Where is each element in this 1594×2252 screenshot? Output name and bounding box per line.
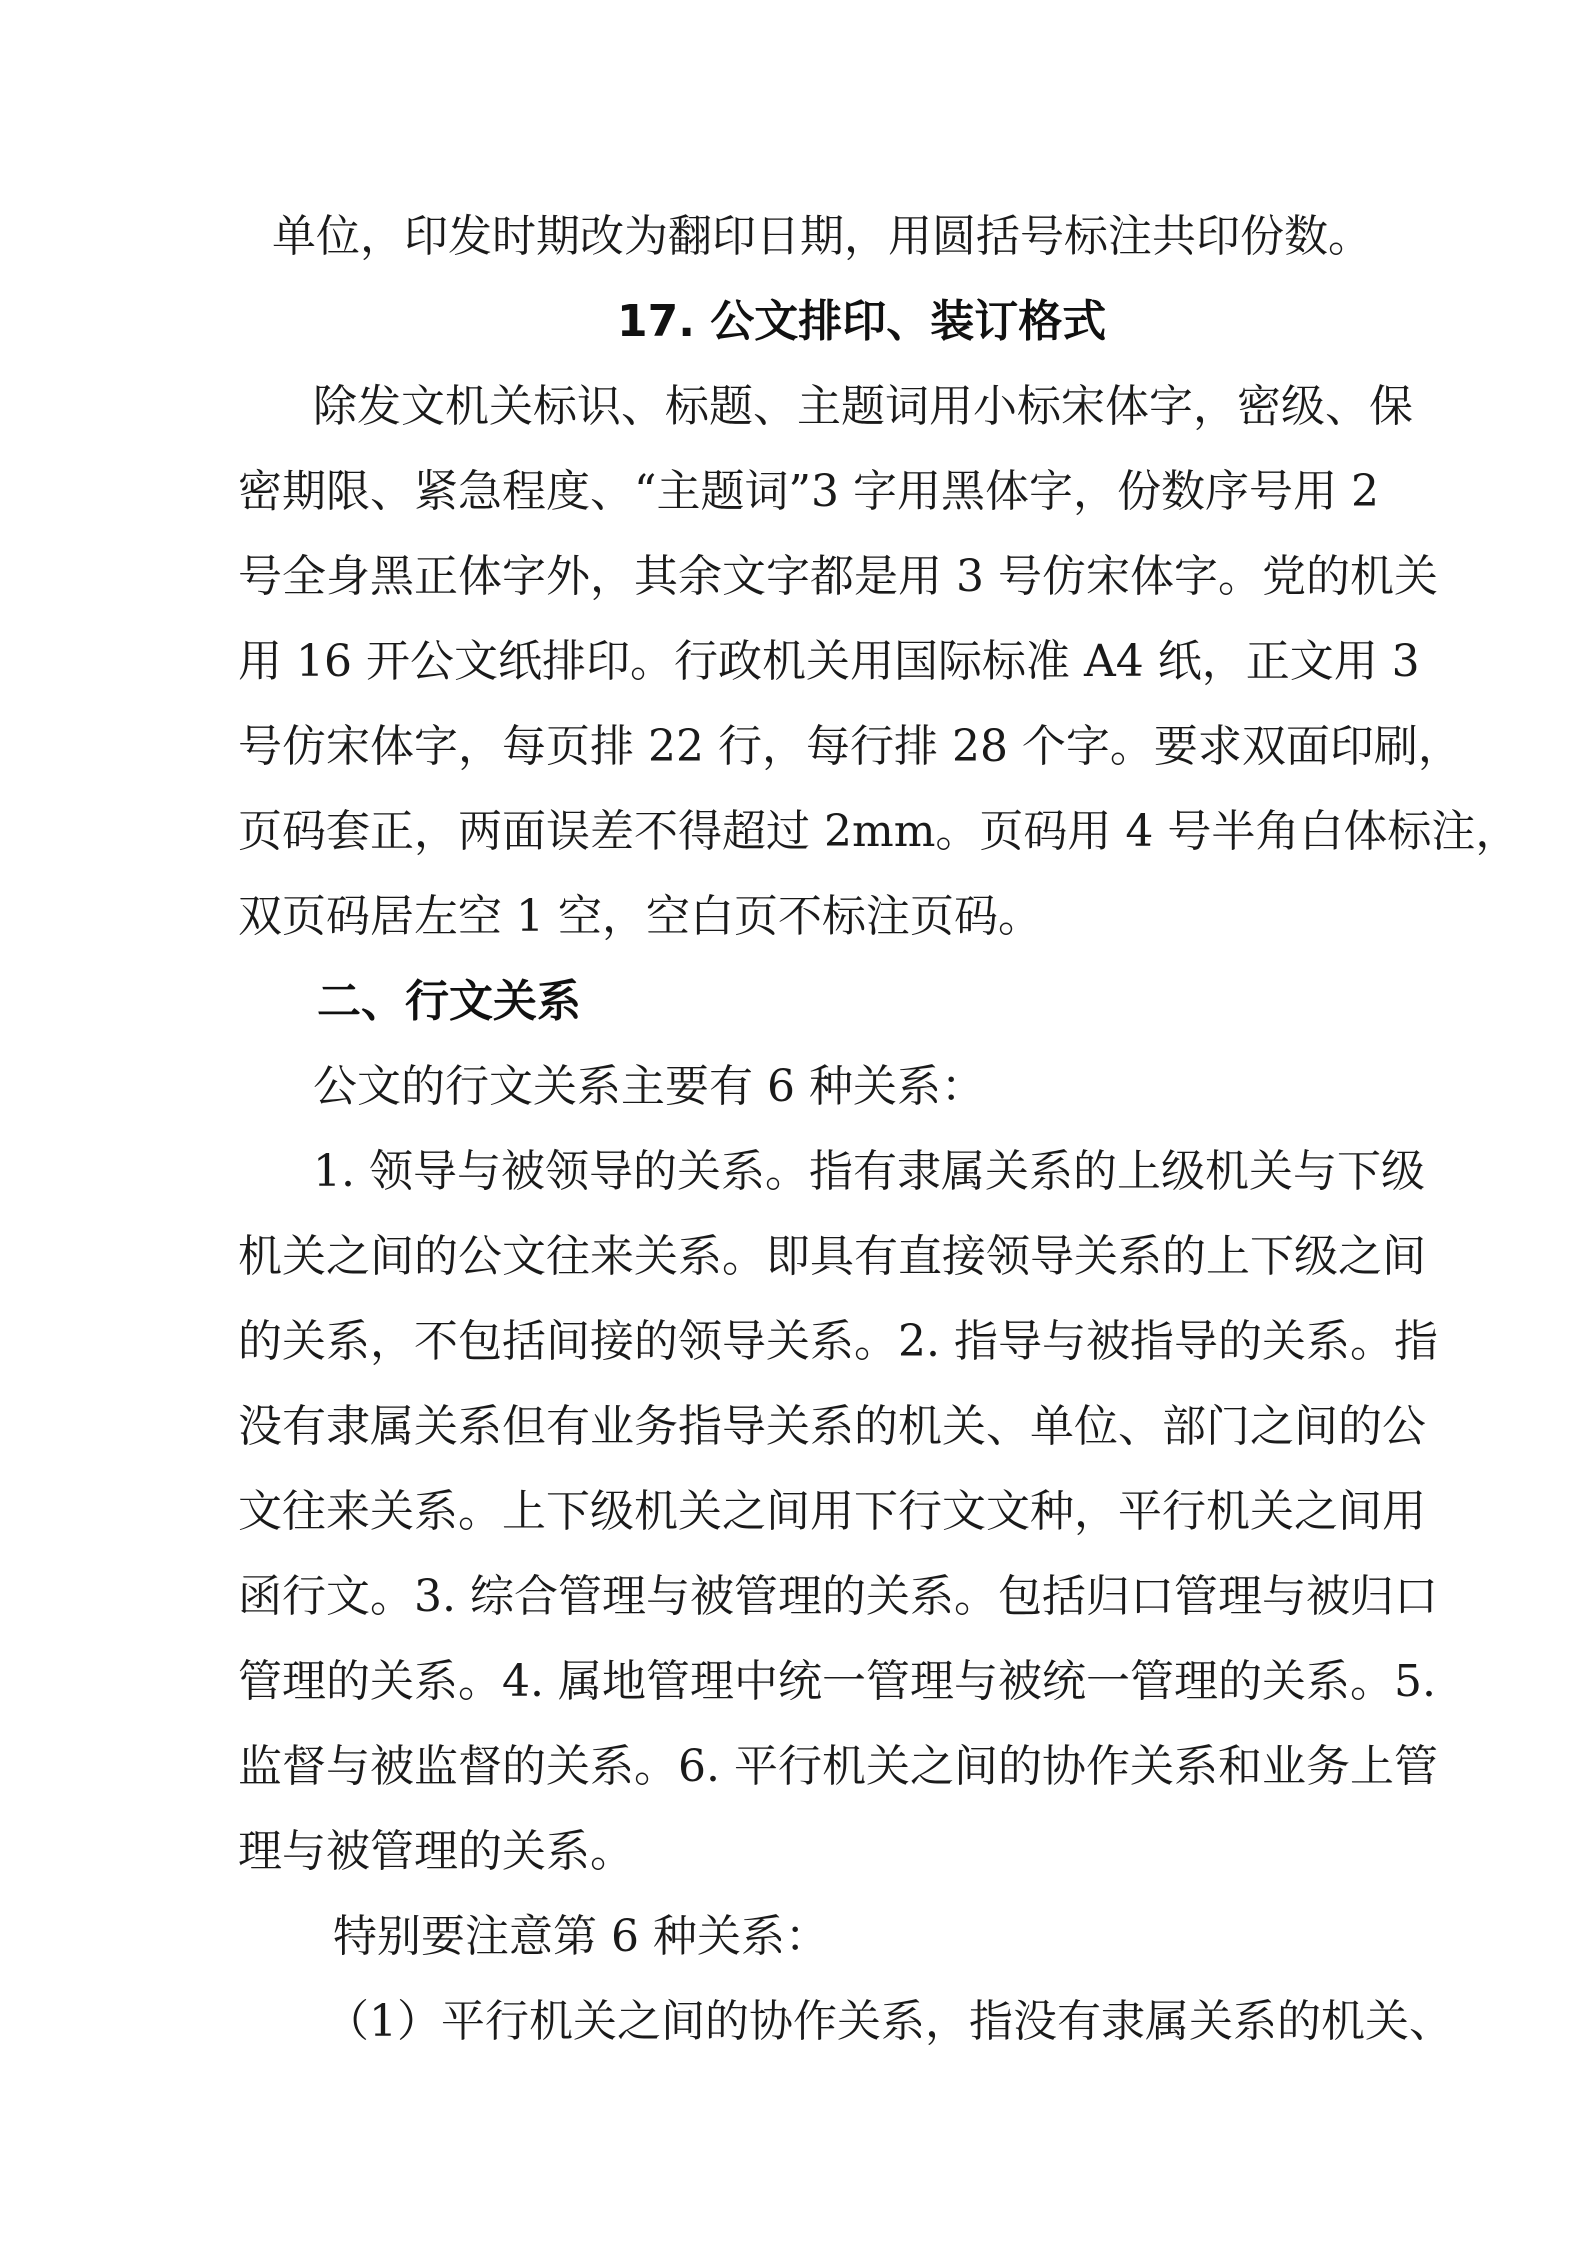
intro-line: 单位，印发时期改为翻印日期，用圆括号标注共印份数。 [272,211,1372,262]
paragraph-line: 没有隶属关系但有业务指导关系的机关、单位、部门之间的公 [238,1401,1426,1452]
paragraph-line: 号全身黑正体字外，其余文字都是用 3 号仿宋体字。党的机关 [238,551,1438,602]
item-1-line: （1）平行机关之间的协作关系，指没有隶属关系的机关、 [325,1996,1453,2047]
paragraph-line: 机关之间的公文往来关系。即具有直接领导关系的上下级之间 [238,1231,1426,1282]
paragraph-line: 监督与被监督的关系。6. 平行机关之间的协作关系和业务上管 [238,1741,1438,1792]
paragraph-line: 用 16 开公文纸排印。行政机关用国际标准 A4 纸，正文用 3 [238,636,1420,687]
paragraph-line: 的关系，不包括间接的领导关系。2. 指导与被指导的关系。指 [238,1316,1438,1367]
section-2-intro: 公文的行文关系主要有 6 种关系： [313,1061,985,1112]
paragraph-line: 1. 领导与被领导的关系。指有隶属关系的上级机关与下级 [313,1146,1425,1197]
paragraph-line: 号仿宋体字，每页排 22 行，每行排 28 个字。要求双面印刷， [238,721,1462,772]
section-2-title: 二、行文关系 [317,976,581,1027]
paragraph-line: 函行文。3. 综合管理与被管理的关系。包括归口管理与被归口 [238,1571,1438,1622]
section-17-title: 17. 公文排印、装订格式 [617,296,1107,347]
paragraph-line: 双页码居左空 1 空，空白页不标注页码。 [238,891,1042,942]
paragraph-line: 密期限、紧急程度、“主题词”3 字用黑体字，份数序号用 2 [238,466,1379,517]
paragraph-line: 理与被管理的关系。 [238,1826,634,1877]
note-line: 特别要注意第 6 种关系： [333,1911,829,1962]
paragraph-line: 文往来关系。上下级机关之间用下行文文种，平行机关之间用 [238,1486,1426,1537]
paragraph-line: 管理的关系。4. 属地管理中统一管理与被统一管理的关系。5. [238,1656,1436,1707]
paragraph-line: 除发文机关标识、标题、主题词用小标宋体字，密级、保 [313,381,1413,432]
paragraph-line: 页码套正，两面误差不得超过 2mm。页码用 4 号半角白体标注， [238,806,1520,857]
